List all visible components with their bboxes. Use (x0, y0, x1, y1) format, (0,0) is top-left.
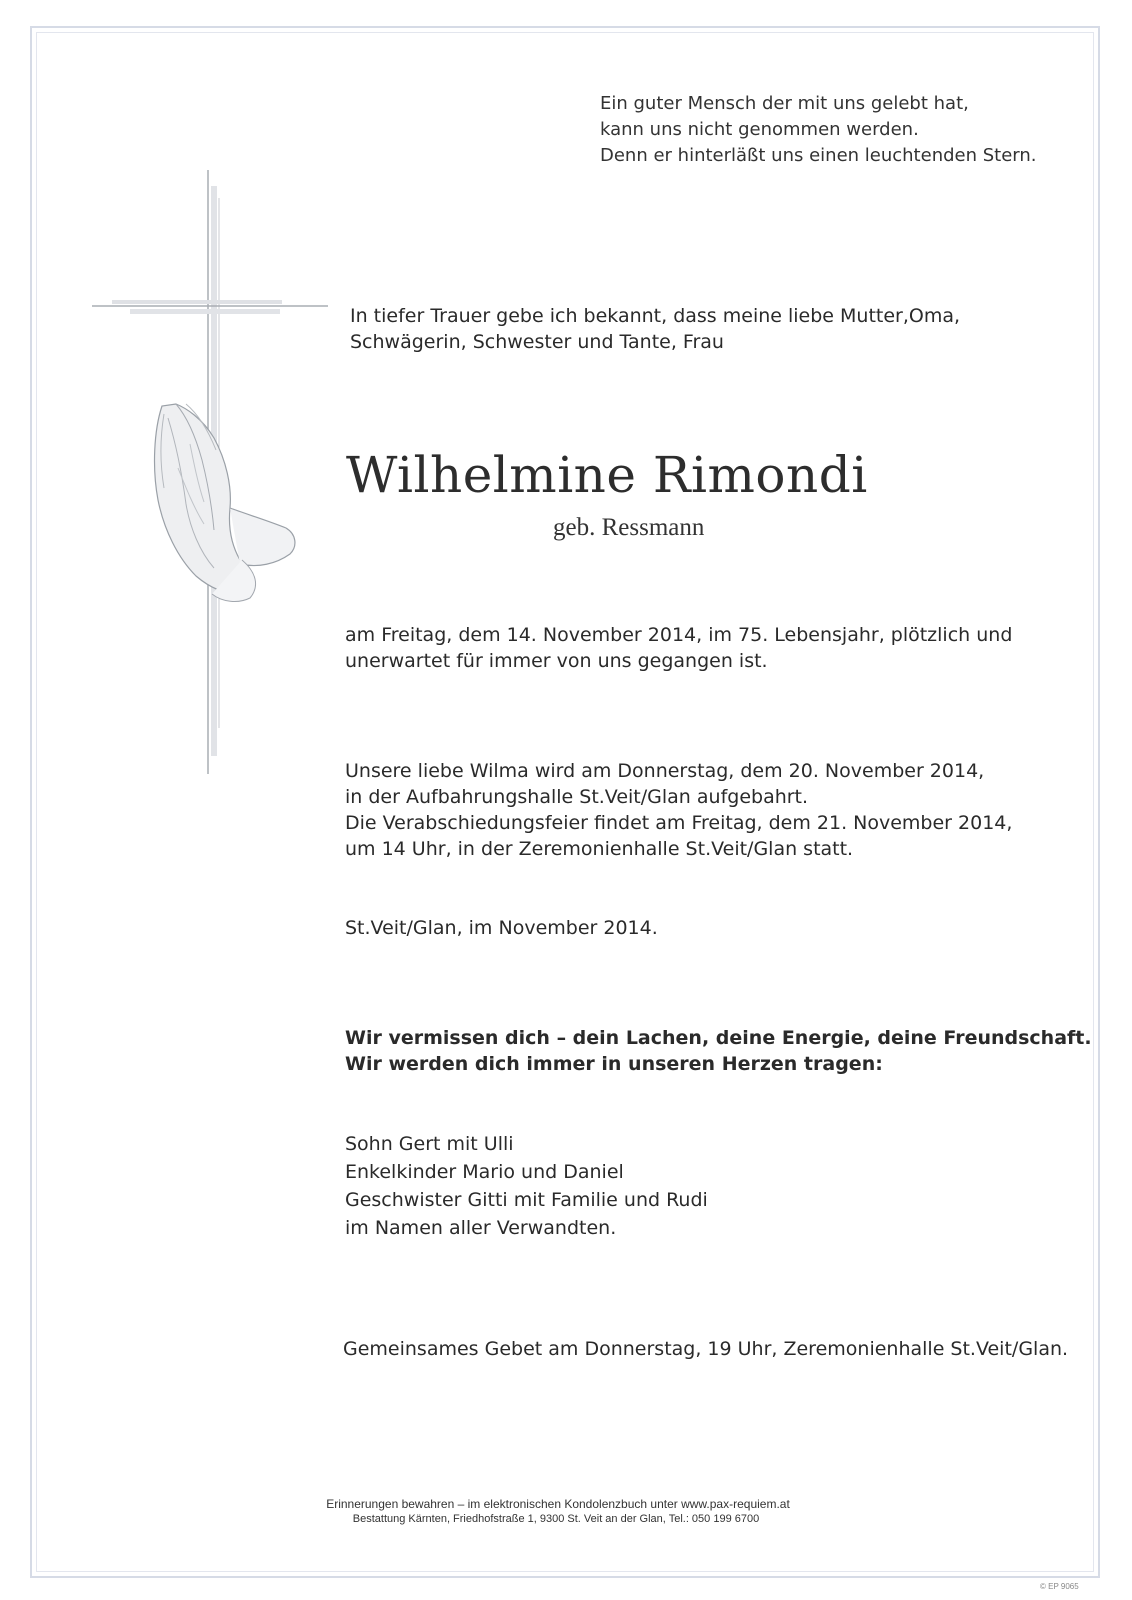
place-date: St.Veit/Glan, im November 2014. (345, 917, 658, 939)
motto-line: kann uns nicht genommen werden. (600, 119, 919, 140)
funeral-line: um 14 Uhr, in der Zeremonienhalle St.Veit/Glan statt. (345, 838, 854, 860)
intro-line: Schwägerin, Schwester und Tante, Frau (350, 331, 724, 353)
motto-line: Denn er hinterläßt uns einen leuchtenden Stern. (600, 145, 1037, 166)
copyright-mark: © EP 9065 (1040, 1582, 1079, 1591)
praying-hands-icon (155, 404, 295, 601)
mourners-list (345, 1130, 708, 1242)
mourner-line: Enkelkinder Mario und Daniel (345, 1161, 624, 1183)
death-notice-line: am Freitag, dem 14. November 2014, im 75. Lebensjahr, plötzlich und (345, 624, 1013, 646)
deceased-name: Wilhelmine Rimondi (346, 446, 868, 504)
death-notice (345, 622, 1012, 674)
prayer-notice: Gemeinsames Gebet am Donnerstag, 19 Uhr, Zeremonienhalle St.Veit/Glan. (343, 1338, 1069, 1360)
funeral-line: Unsere liebe Wilma wird am Donnerstag, dem 20. November 2014, (345, 760, 985, 782)
cross-icon (90, 168, 330, 780)
deceased-birth-name: geb. Ressmann (553, 514, 705, 541)
footer-undertaker-address: Bestattung Kärnten, Friedhofstraße 1, 9300 St. Veit an der Glan, Tel.: 050 199 6700 (352, 1513, 760, 1525)
mourner-line: im Namen aller Verwandten. (345, 1217, 617, 1239)
motto-line: Ein guter Mensch der mit uns gelebt hat, (600, 93, 969, 114)
funeral-line: Die Verabschiedungsfeier findet am Freitag, dem 21. November 2014, (345, 812, 1013, 834)
mourner-line: Sohn Gert mit Ulli (345, 1133, 514, 1155)
death-notice-line: unerwartet für immer von uns gegangen ist. (345, 650, 768, 672)
mourner-line: Geschwister Gitti mit Familie und Rudi (345, 1189, 708, 1211)
funeral-line: in der Aufbahrungshalle St.Veit/Glan aufgebahrt. (345, 786, 809, 808)
closing-line: Wir vermissen dich – dein Lachen, deine Energie, deine Freundschaft. (345, 1027, 1092, 1049)
intro-line: In tiefer Trauer gebe ich bekannt, dass meine liebe Mutter,Oma, (350, 305, 961, 327)
intro-text (350, 303, 960, 355)
funeral-details (345, 758, 1012, 862)
footer-condolence-link: Erinnerungen bewahren – im elektronischen Kondolenzbuch unter www.pax-requiem.at (326, 1497, 790, 1511)
motto-quote (600, 91, 1037, 169)
closing-line: Wir werden dich immer in unseren Herzen tragen: (345, 1053, 883, 1075)
closing-words (345, 1025, 1092, 1077)
